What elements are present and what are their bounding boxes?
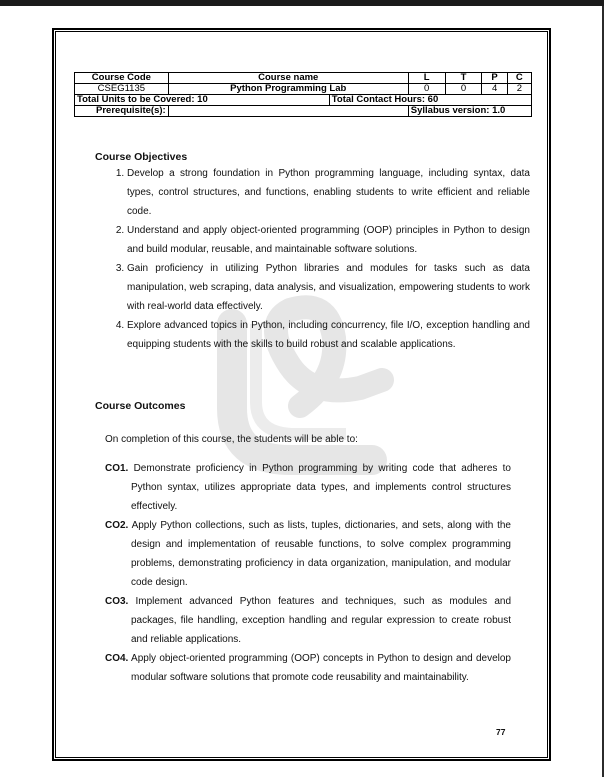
t-header: T (445, 73, 482, 84)
course-name-header: Course name (168, 73, 408, 84)
list-item: 3. Gain proficiency in utilizing Python libraries and modules for tasks such as data manipulation, web scraping, data analysis, and visualization, empowering students to work with real-world data effectively. (127, 259, 530, 316)
course-info-table (74, 72, 532, 117)
p-header: P (482, 73, 507, 84)
l-header: L (408, 73, 445, 84)
total-contact-hours: Total Contact Hours: 60 (329, 95, 531, 106)
co-text: Apply Python collections, such as lists, tuples, dictionaries, and sets, along with the design and implementation of reusable functions, to solve complex programming problems, demonstrating proficiency in data organization, manipulation, and modular code design. (131, 520, 511, 588)
list-item: 2. Understand and apply object-oriented programming (OOP) principles in Python to design and build modular, reusable, and maintainable software solutions. (127, 221, 530, 259)
c-value: 2 (507, 84, 531, 95)
prerequisites-value (168, 106, 408, 117)
objectives-list (108, 164, 530, 354)
t-value: 0 (445, 84, 482, 95)
co-text: Implement advanced Python features and techniques, such as modules and packages, file handling, exception handling and regular expression to create robust and reliable applications. (131, 596, 511, 645)
list-item (105, 516, 511, 592)
course-name-value: Python Programming Lab (168, 84, 408, 95)
table-header-row (75, 73, 532, 84)
outcomes-intro: On completion of this course, the students will be able to: (105, 434, 358, 445)
l-value: 0 (408, 84, 445, 95)
co-text: Apply object-oriented programming (OOP) concepts in Python to design and develop modular software solutions that promote code reusability and maintainability. (131, 653, 511, 683)
list-item (105, 649, 511, 687)
outcomes-heading: Course Outcomes (95, 400, 186, 412)
syllabus-version: Syllabus version: 1.0 (408, 106, 531, 117)
outcomes-list (105, 459, 511, 687)
co-label: CO2. (105, 520, 129, 531)
co-label: CO3. (105, 596, 129, 607)
document-page (0, 6, 602, 777)
page-number: 77 (496, 727, 506, 737)
list-item (105, 459, 511, 516)
course-code-value: CSEG1135 (75, 84, 169, 95)
co-label: CO1. (105, 463, 129, 474)
c-header: C (507, 73, 531, 84)
course-code-header: Course Code (75, 73, 169, 84)
list-item: 4. Explore advanced topics in Python, including concurrency, file I/O, exception handling and equipping students with the skills to build robust and scalable applications. (127, 316, 530, 354)
list-item (105, 592, 511, 649)
total-units: Total Units to be Covered: 10 (75, 95, 330, 106)
co-text: Demonstrate proficiency in Python programming by writing code that adheres to Python syntax, utilizes appropriate data types, and implements control structures effectively. (131, 463, 511, 512)
table-row (75, 106, 532, 117)
objectives-heading: Course Objectives (95, 151, 188, 163)
list-item: 1. Develop a strong foundation in Python programming language, including syntax, data types, control structures, and functions, enabling students to write efficient and reliable code. (127, 164, 530, 221)
prerequisites-label: Prerequisite(s): (75, 106, 169, 117)
co-label: CO4. (105, 653, 129, 664)
p-value: 4 (482, 84, 507, 95)
table-row (75, 95, 532, 106)
table-row (75, 84, 532, 95)
